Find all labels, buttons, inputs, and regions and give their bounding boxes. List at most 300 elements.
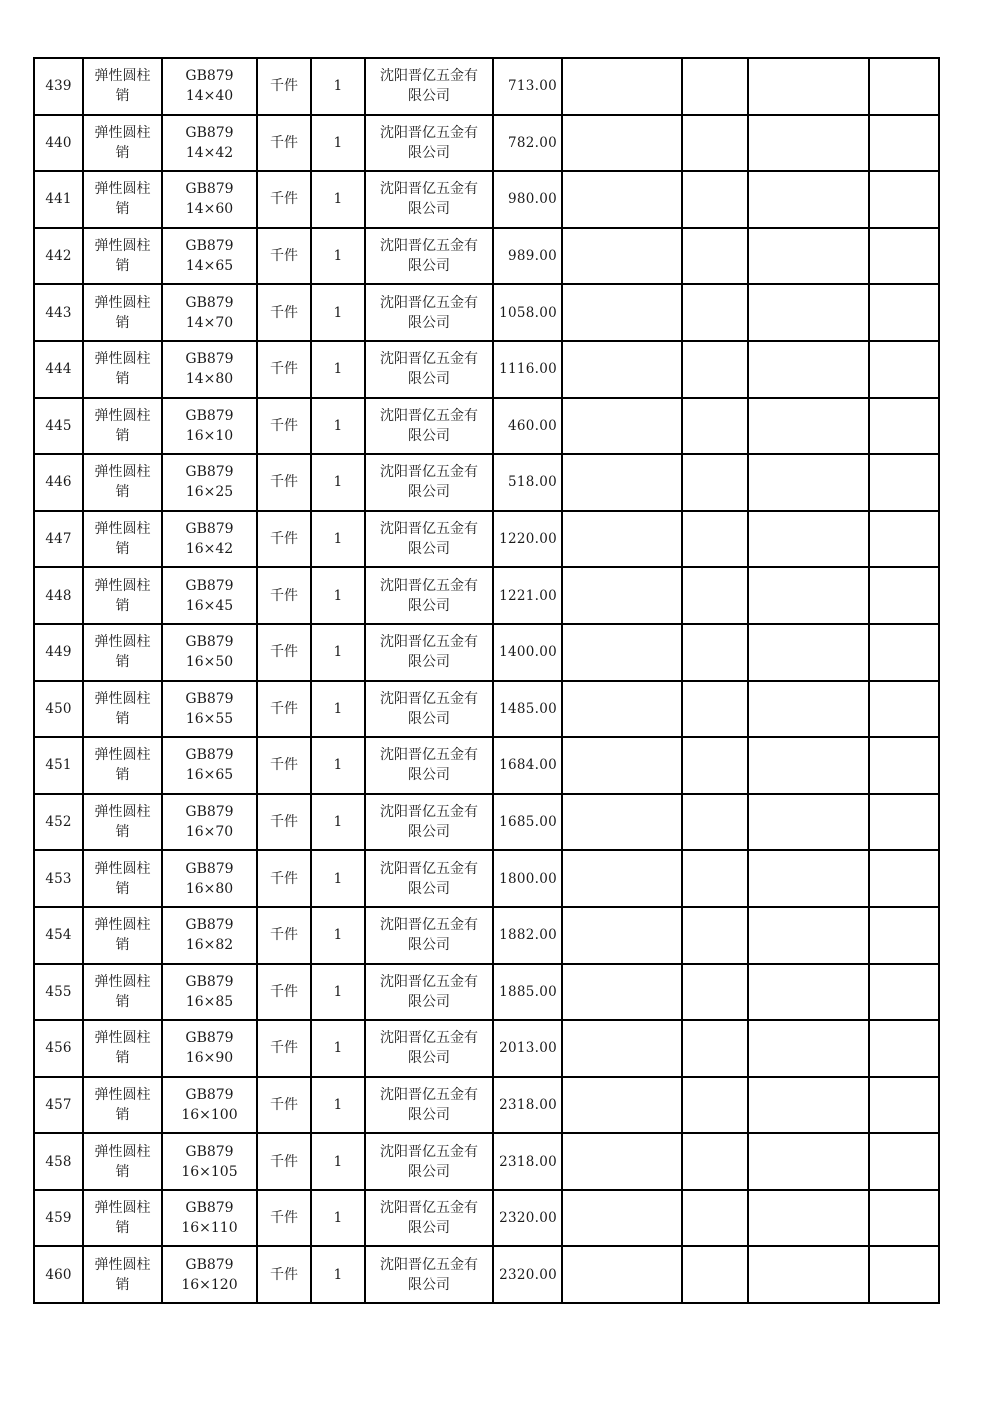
dimension-text: 16×70 (185, 824, 234, 841)
item-name-cell-line: 销 (115, 144, 130, 161)
row-number-cell: 449 (34, 624, 83, 681)
empty-cell (748, 115, 869, 172)
quantity-cell: 1 (311, 341, 365, 398)
standard-code: GB879 (185, 68, 234, 85)
empty-cell (748, 794, 869, 851)
supplier-cell-line: 限公司 (408, 1106, 450, 1123)
supplier-cell-line: 沈阳晋亿五金有 (380, 1143, 478, 1160)
empty-cell (869, 284, 939, 341)
item-name-cell-line: 弹性圆柱 (94, 1030, 151, 1047)
supplier-cell (365, 1020, 493, 1077)
supplier-cell-line: 限公司 (408, 258, 450, 275)
row-number-cell: 443 (34, 284, 83, 341)
price-cell: 1685.00 (493, 794, 562, 851)
standard-code: GB879 (185, 124, 234, 141)
price-cell: 782.00 (493, 115, 562, 172)
empty-cell (869, 850, 939, 907)
empty-cell (748, 567, 869, 624)
item-name-cell (83, 737, 162, 794)
table-row (34, 284, 939, 341)
table-body (34, 58, 939, 1303)
empty-cell (869, 907, 939, 964)
row-number-cell: 450 (34, 681, 83, 738)
spec-cell (162, 1246, 257, 1303)
spec-cell (162, 115, 257, 172)
empty-cell (869, 1190, 939, 1247)
quantity-cell: 1 (311, 567, 365, 624)
unit-cell: 千件 (257, 171, 311, 228)
empty-cell (748, 398, 869, 455)
empty-cell (869, 964, 939, 1021)
supplier-cell (365, 398, 493, 455)
empty-cell (869, 58, 939, 115)
item-name-cell-line: 销 (115, 1276, 130, 1293)
empty-cell (562, 964, 682, 1021)
supplier-cell-line: 限公司 (408, 597, 450, 614)
table-row (34, 171, 939, 228)
supplier-cell-line: 限公司 (408, 710, 450, 727)
unit-cell: 千件 (257, 511, 311, 568)
spec-cell (162, 511, 257, 568)
empty-cell (869, 1020, 939, 1077)
item-name-cell-line: 弹性圆柱 (94, 634, 151, 651)
item-name-cell (83, 567, 162, 624)
supplier-cell-line: 沈阳晋亿五金有 (380, 1086, 478, 1103)
empty-cell (562, 1020, 682, 1077)
price-cell: 2318.00 (493, 1077, 562, 1134)
unit-cell: 千件 (257, 284, 311, 341)
table-row (34, 1246, 939, 1303)
supplier-cell (365, 1190, 493, 1247)
empty-cell (748, 58, 869, 115)
spec-cell (162, 341, 257, 398)
price-cell: 2013.00 (493, 1020, 562, 1077)
empty-cell (562, 1077, 682, 1134)
supplier-cell (365, 171, 493, 228)
spec-cell (162, 737, 257, 794)
empty-cell (748, 1246, 869, 1303)
supplier-cell (365, 115, 493, 172)
supplier-cell (365, 284, 493, 341)
table-row (34, 850, 939, 907)
row-number-cell: 454 (34, 907, 83, 964)
supplier-cell (365, 228, 493, 285)
unit-cell: 千件 (257, 454, 311, 511)
supplier-cell-line: 限公司 (408, 541, 450, 558)
price-cell: 2318.00 (493, 1133, 562, 1190)
item-name-cell (83, 171, 162, 228)
supplier-cell (365, 1133, 493, 1190)
table-row (34, 398, 939, 455)
price-cell: 2320.00 (493, 1190, 562, 1247)
supplier-cell (365, 850, 493, 907)
empty-cell (869, 1246, 939, 1303)
row-number-cell: 445 (34, 398, 83, 455)
item-name-cell-line: 弹性圆柱 (94, 68, 151, 85)
unit-cell: 千件 (257, 907, 311, 964)
quantity-cell: 1 (311, 1077, 365, 1134)
empty-cell (562, 115, 682, 172)
spec-cell (162, 567, 257, 624)
standard-code: GB879 (185, 690, 234, 707)
spec-cell (162, 1077, 257, 1134)
dimension-text: 16×105 (181, 1163, 238, 1180)
empty-cell (869, 737, 939, 794)
supplier-cell-line: 沈阳晋亿五金有 (380, 521, 478, 538)
unit-cell: 千件 (257, 1133, 311, 1190)
item-name-cell-line: 销 (115, 314, 130, 331)
item-name-cell-line: 弹性圆柱 (94, 1200, 151, 1217)
supplier-cell-line: 限公司 (408, 201, 450, 218)
supplier-cell-line: 沈阳晋亿五金有 (380, 238, 478, 255)
price-cell: 980.00 (493, 171, 562, 228)
supplier-cell-line: 限公司 (408, 371, 450, 388)
supplier-cell-line: 限公司 (408, 880, 450, 897)
standard-code: GB879 (185, 577, 234, 594)
empty-cell (562, 681, 682, 738)
dimension-text: 16×25 (185, 484, 234, 501)
empty-cell (748, 341, 869, 398)
standard-code: GB879 (185, 973, 234, 990)
item-name-cell-line: 销 (115, 201, 130, 218)
table-row (34, 511, 939, 568)
supplier-cell-line: 限公司 (408, 144, 450, 161)
empty-cell (682, 341, 748, 398)
empty-cell (748, 1190, 869, 1247)
empty-cell (682, 624, 748, 681)
supplier-cell (365, 1246, 493, 1303)
item-name-cell (83, 398, 162, 455)
standard-code: GB879 (185, 351, 234, 368)
dimension-text: 16×65 (185, 767, 234, 784)
price-cell: 1485.00 (493, 681, 562, 738)
price-cell: 713.00 (493, 58, 562, 115)
row-number-cell: 455 (34, 964, 83, 1021)
supplier-cell-line: 沈阳晋亿五金有 (380, 351, 478, 368)
item-name-cell (83, 284, 162, 341)
empty-cell (682, 115, 748, 172)
unit-cell: 千件 (257, 228, 311, 285)
item-name-cell-line: 销 (115, 824, 130, 841)
supplier-cell (365, 624, 493, 681)
supplier-cell-line: 沈阳晋亿五金有 (380, 124, 478, 141)
item-name-cell (83, 228, 162, 285)
table-row (34, 1077, 939, 1134)
empty-cell (682, 454, 748, 511)
empty-cell (869, 454, 939, 511)
item-name-cell-line: 弹性圆柱 (94, 464, 151, 481)
item-name-cell-line: 销 (115, 993, 130, 1010)
empty-cell (682, 58, 748, 115)
spec-cell (162, 1190, 257, 1247)
row-number-cell: 457 (34, 1077, 83, 1134)
price-cell: 1220.00 (493, 511, 562, 568)
dimension-text: 14×70 (185, 314, 234, 331)
empty-cell (748, 907, 869, 964)
quantity-cell: 1 (311, 454, 365, 511)
dimension-text: 16×45 (185, 597, 234, 614)
supplier-cell-line: 沈阳晋亿五金有 (380, 68, 478, 85)
item-name-cell (83, 1190, 162, 1247)
row-number-cell: 458 (34, 1133, 83, 1190)
item-name-cell-line: 销 (115, 541, 130, 558)
unit-cell: 千件 (257, 624, 311, 681)
supplier-cell (365, 58, 493, 115)
empty-cell (682, 171, 748, 228)
empty-cell (748, 681, 869, 738)
standard-code: GB879 (185, 1030, 234, 1047)
row-number-cell: 444 (34, 341, 83, 398)
quantity-cell: 1 (311, 115, 365, 172)
price-cell: 1400.00 (493, 624, 562, 681)
unit-cell: 千件 (257, 681, 311, 738)
empty-cell (869, 511, 939, 568)
empty-cell (748, 171, 869, 228)
empty-cell (682, 398, 748, 455)
supplier-cell-line: 限公司 (408, 1050, 450, 1067)
spec-cell (162, 964, 257, 1021)
spec-cell (162, 794, 257, 851)
empty-cell (562, 850, 682, 907)
table-row (34, 624, 939, 681)
quantity-cell: 1 (311, 624, 365, 681)
quantity-cell: 1 (311, 1190, 365, 1247)
item-name-cell-line: 弹性圆柱 (94, 973, 151, 990)
price-cell: 1684.00 (493, 737, 562, 794)
quantity-cell: 1 (311, 228, 365, 285)
empty-cell (562, 171, 682, 228)
unit-cell: 千件 (257, 1190, 311, 1247)
item-name-cell-line: 弹性圆柱 (94, 1086, 151, 1103)
item-name-cell (83, 907, 162, 964)
row-number-cell: 460 (34, 1246, 83, 1303)
supplier-cell-line: 沈阳晋亿五金有 (380, 917, 478, 934)
empty-cell (682, 794, 748, 851)
empty-cell (869, 1133, 939, 1190)
supplier-cell-line: 限公司 (408, 1220, 450, 1237)
item-name-cell-line: 弹性圆柱 (94, 860, 151, 877)
item-name-cell-line: 弹性圆柱 (94, 294, 151, 311)
unit-cell: 千件 (257, 794, 311, 851)
item-name-cell (83, 1020, 162, 1077)
table-row (34, 1133, 939, 1190)
spec-cell (162, 454, 257, 511)
supplier-cell (365, 907, 493, 964)
empty-cell (748, 850, 869, 907)
row-number-cell: 442 (34, 228, 83, 285)
empty-cell (682, 228, 748, 285)
item-name-cell-line: 销 (115, 1163, 130, 1180)
empty-cell (869, 624, 939, 681)
spec-cell (162, 171, 257, 228)
item-name-cell (83, 1077, 162, 1134)
empty-cell (869, 567, 939, 624)
empty-cell (748, 1020, 869, 1077)
supplier-cell-line: 沈阳晋亿五金有 (380, 294, 478, 311)
price-table (33, 57, 940, 1304)
item-name-cell-line: 弹性圆柱 (94, 1143, 151, 1160)
item-name-cell (83, 341, 162, 398)
quantity-cell: 1 (311, 850, 365, 907)
supplier-cell-line: 限公司 (408, 484, 450, 501)
empty-cell (562, 624, 682, 681)
unit-cell: 千件 (257, 1077, 311, 1134)
supplier-cell (365, 341, 493, 398)
table-row (34, 737, 939, 794)
quantity-cell: 1 (311, 398, 365, 455)
spec-cell (162, 58, 257, 115)
item-name-cell (83, 681, 162, 738)
dimension-text: 16×90 (185, 1050, 234, 1067)
price-cell: 1800.00 (493, 850, 562, 907)
spec-cell (162, 907, 257, 964)
empty-cell (562, 341, 682, 398)
supplier-cell-line: 沈阳晋亿五金有 (380, 407, 478, 424)
empty-cell (748, 964, 869, 1021)
supplier-cell-line: 沈阳晋亿五金有 (380, 690, 478, 707)
standard-code: GB879 (185, 804, 234, 821)
table-row (34, 1020, 939, 1077)
empty-cell (562, 228, 682, 285)
item-name-cell-line: 销 (115, 767, 130, 784)
unit-cell: 千件 (257, 1020, 311, 1077)
table-row (34, 964, 939, 1021)
item-name-cell-line: 销 (115, 597, 130, 614)
supplier-cell-line: 沈阳晋亿五金有 (380, 1030, 478, 1047)
standard-code: GB879 (185, 238, 234, 255)
price-cell: 2320.00 (493, 1246, 562, 1303)
table-row (34, 58, 939, 115)
quantity-cell: 1 (311, 284, 365, 341)
price-cell: 1058.00 (493, 284, 562, 341)
item-name-cell-line: 销 (115, 1106, 130, 1123)
spec-cell (162, 228, 257, 285)
empty-cell (682, 284, 748, 341)
row-number-cell: 459 (34, 1190, 83, 1247)
row-number-cell: 456 (34, 1020, 83, 1077)
quantity-cell: 1 (311, 907, 365, 964)
empty-cell (562, 454, 682, 511)
spec-cell (162, 1020, 257, 1077)
supplier-cell-line: 限公司 (408, 427, 450, 444)
supplier-cell-line: 沈阳晋亿五金有 (380, 804, 478, 821)
standard-code: GB879 (185, 294, 234, 311)
unit-cell: 千件 (257, 115, 311, 172)
row-number-cell: 446 (34, 454, 83, 511)
empty-cell (682, 567, 748, 624)
item-name-cell-line: 销 (115, 654, 130, 671)
table-row (34, 567, 939, 624)
row-number-cell: 453 (34, 850, 83, 907)
empty-cell (682, 511, 748, 568)
item-name-cell-line: 弹性圆柱 (94, 521, 151, 538)
empty-cell (682, 964, 748, 1021)
empty-cell (562, 511, 682, 568)
price-cell: 460.00 (493, 398, 562, 455)
supplier-cell-line: 限公司 (408, 767, 450, 784)
empty-cell (682, 1077, 748, 1134)
spec-cell (162, 398, 257, 455)
item-name-cell (83, 1133, 162, 1190)
empty-cell (562, 794, 682, 851)
empty-cell (682, 907, 748, 964)
row-number-cell: 448 (34, 567, 83, 624)
standard-code: GB879 (185, 860, 234, 877)
supplier-cell-line: 沈阳晋亿五金有 (380, 181, 478, 198)
dimension-text: 14×60 (185, 201, 234, 218)
dimension-text: 16×85 (185, 993, 234, 1010)
supplier-cell-line: 沈阳晋亿五金有 (380, 464, 478, 481)
empty-cell (562, 58, 682, 115)
dimension-text: 16×110 (181, 1220, 238, 1237)
unit-cell: 千件 (257, 567, 311, 624)
quantity-cell: 1 (311, 58, 365, 115)
dimension-text: 16×100 (181, 1106, 238, 1123)
unit-cell: 千件 (257, 341, 311, 398)
item-name-cell-line: 销 (115, 427, 130, 444)
empty-cell (682, 1133, 748, 1190)
supplier-cell-line: 限公司 (408, 1276, 450, 1293)
empty-cell (562, 1133, 682, 1190)
item-name-cell-line: 弹性圆柱 (94, 238, 151, 255)
standard-code: GB879 (185, 1256, 234, 1273)
item-name-cell-line: 销 (115, 88, 130, 105)
supplier-cell-line: 限公司 (408, 314, 450, 331)
standard-code: GB879 (185, 464, 234, 481)
empty-cell (869, 1077, 939, 1134)
table-row (34, 341, 939, 398)
unit-cell: 千件 (257, 398, 311, 455)
empty-cell (748, 228, 869, 285)
spec-cell (162, 681, 257, 738)
supplier-cell-line: 限公司 (408, 937, 450, 954)
empty-cell (748, 737, 869, 794)
row-number-cell: 451 (34, 737, 83, 794)
row-number-cell: 439 (34, 58, 83, 115)
standard-code: GB879 (185, 181, 234, 198)
price-cell: 1885.00 (493, 964, 562, 1021)
empty-cell (682, 1246, 748, 1303)
empty-cell (869, 681, 939, 738)
dimension-text: 16×82 (185, 937, 234, 954)
item-name-cell (83, 58, 162, 115)
empty-cell (748, 511, 869, 568)
standard-code: GB879 (185, 1143, 234, 1160)
supplier-cell-line: 沈阳晋亿五金有 (380, 634, 478, 651)
empty-cell (748, 284, 869, 341)
unit-cell: 千件 (257, 1246, 311, 1303)
supplier-cell-line: 限公司 (408, 654, 450, 671)
empty-cell (869, 115, 939, 172)
item-name-cell-line: 销 (115, 880, 130, 897)
dimension-text: 16×120 (181, 1276, 238, 1293)
row-number-cell: 452 (34, 794, 83, 851)
unit-cell: 千件 (257, 964, 311, 1021)
item-name-cell (83, 511, 162, 568)
price-cell: 518.00 (493, 454, 562, 511)
standard-code: GB879 (185, 917, 234, 934)
table-row (34, 228, 939, 285)
row-number-cell: 440 (34, 115, 83, 172)
empty-cell (562, 284, 682, 341)
item-name-cell-line: 弹性圆柱 (94, 351, 151, 368)
supplier-cell (365, 737, 493, 794)
table-row (34, 1190, 939, 1247)
item-name-cell-line: 销 (115, 484, 130, 501)
item-name-cell-line: 销 (115, 710, 130, 727)
empty-cell (562, 398, 682, 455)
row-number-cell: 447 (34, 511, 83, 568)
